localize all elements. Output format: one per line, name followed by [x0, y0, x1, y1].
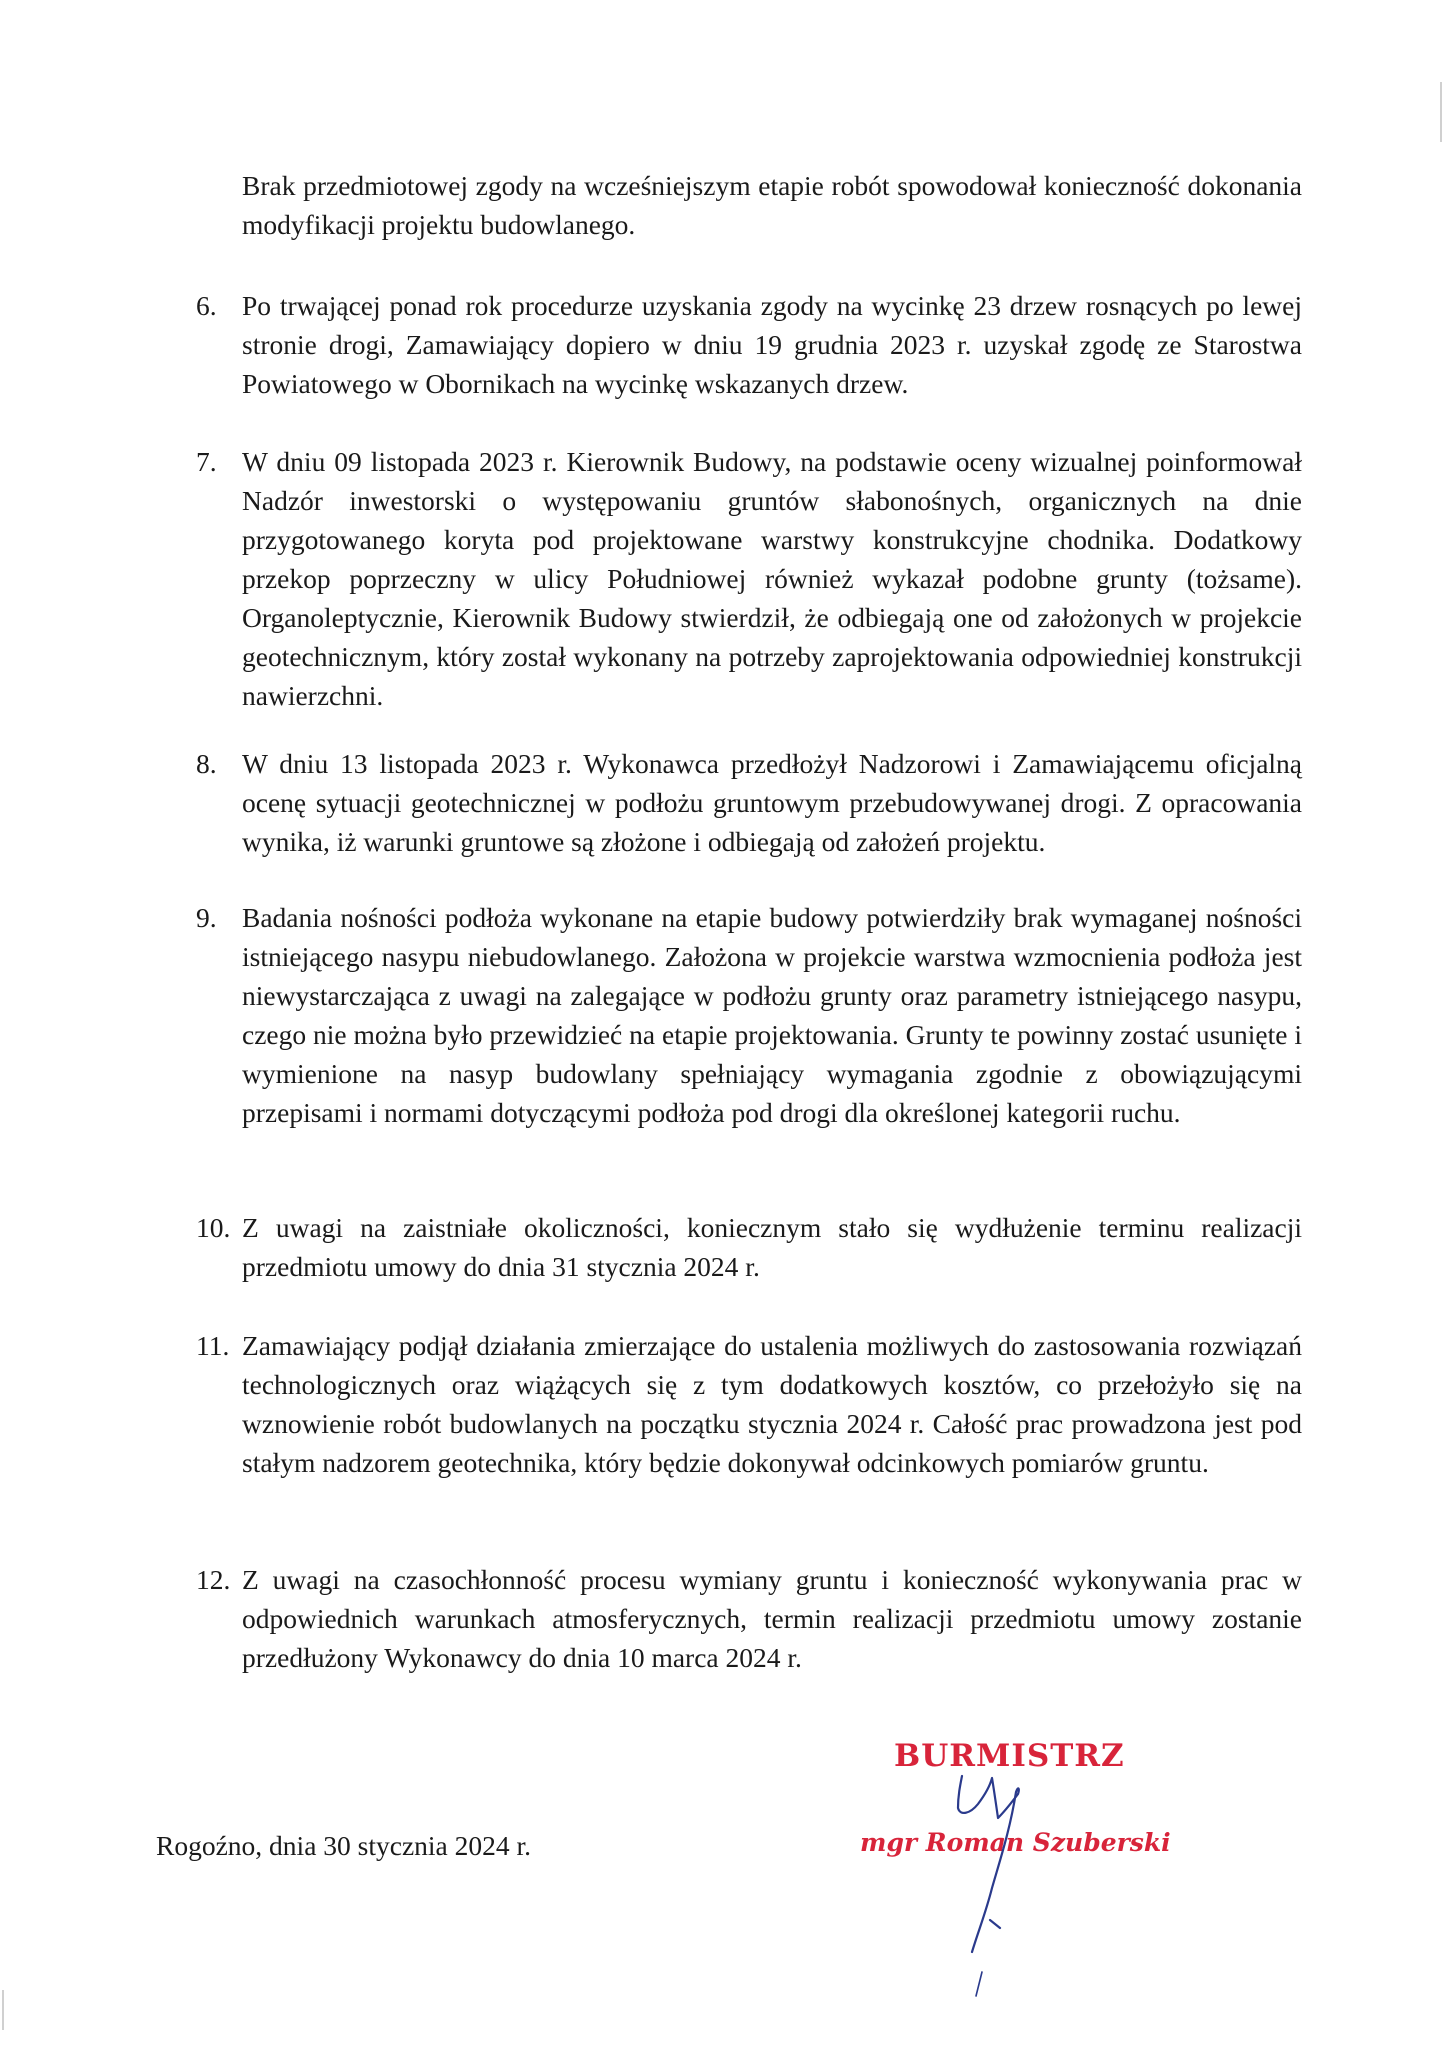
scan-edge-mark — [1440, 82, 1442, 142]
item-text: W dniu 13 listopada 2023 r. Wykonawca przedłożył Nadzorowi i Zamawiającemu oficjalną ocenę sytuacji geotechnicznej w podłożu gruntowym przebudowywanej drogi. Z opracowania wynika, iż warunki gruntowe są złożone i odbiegają od założeń projektu. — [242, 748, 1302, 857]
list-item-6 — [196, 286, 1302, 403]
list-item-10 — [196, 1208, 1302, 1286]
list-item-8 — [196, 744, 1302, 861]
item-text: Badania nośności podłoża wykonane na etapie budowy potwierdziły brak wymaganej nośności istniejącego nasypu niebudowlanego. Założona w projekcie warstwa wzmocnienia podłoża jest niewystarczająca z uwagi na zalegające w podłożu grunty oraz parametry istniejącego nasypu, czego nie można było przewidzieć na etapie projektowania. Grunty te powinny zostać usunięte i wymienione na nasyp budowlany spełniający wymagania zgodnie z obowiązującymi przepisami i normami dotyczącymi podłoża pod drogi dla określonej kategorii ruchu. — [242, 902, 1302, 1128]
stamp-title: BURMISTRZ — [894, 1738, 1125, 1774]
scan-edge-mark — [2, 1990, 4, 2030]
item-number: 10. — [196, 1212, 231, 1243]
item-number: 12. — [196, 1564, 231, 1595]
signature-icon — [840, 1720, 1220, 2020]
item-text: Z uwagi na czasochłonność procesu wymiany gruntu i konieczność wykonywania prac w odpowiednich warunkach atmosferycznych, termin realizacji przedmiotu umowy zostanie przedłużony Wykonawcy do dnia 10 marca 2024 r. — [242, 1564, 1302, 1673]
item-text: Po trwającej ponad rok procedurze uzyskania zgody na wycinkę 23 drzew rosnących po lewej stronie drogi, Zamawiający dopiero w dniu 19 grudnia 2023 r. uzyskał zgodę ze Starostwa Powiatowego w Obornikach na wycinkę wskazanych drzew. — [242, 290, 1302, 399]
mayor-stamp — [840, 1720, 1220, 2020]
item-number: 11. — [196, 1330, 230, 1361]
item-number: 8. — [196, 748, 217, 779]
item-text: Zamawiający podjął działania zmierzające do ustalenia możliwych do zastosowania rozwiązań technologicznych oraz wiążących się z tym dodatkowych kosztów, co przełożyło się na wznowienie robót budowlanych na początku stycznia 2024 r. Całość prac prowadzona jest pod stałym nadzorem geotechnika, który będzie dokonywał odcinkowych pomiarów gruntu. — [242, 1330, 1302, 1478]
item-text: W dniu 09 listopada 2023 r. Kierownik Budowy, na podstawie oceny wizualnej poinformował Nadzór inwestorski o występowaniu gruntów słabonośnych, organicznych na dnie przygotowanego koryta pod projektowane warstwy konstrukcyjne chodnika. Dodatkowy przekop poprzeczny w ulicy Południowej również wykazał podobne grunty (tożsame). Organoleptycznie, Kierownik Budowy stwierdził, że odbiegają one od założonych w projekcie geotechnicznym, który został wykonany na potrzeby zaprojektowania odpowiedniej konstrukcji nawierzchni. — [242, 446, 1302, 711]
list-item-11 — [196, 1326, 1302, 1482]
place-date: Rogoźno, dnia 30 stycznia 2024 r. — [156, 1830, 532, 1861]
list-item-9 — [196, 898, 1302, 1132]
intro-paragraph: Brak przedmiotowej zgody na wcześniejszym etapie robót spowodował konieczność dokonania modyfikacji projektu budowlanego. — [242, 170, 1302, 240]
item-number: 6. — [196, 290, 217, 321]
stamp-name: mgr Roman Szuberski — [860, 1828, 1171, 1857]
list-item-12 — [196, 1560, 1302, 1677]
item-text: Z uwagi na zaistniałe okoliczności, koniecznym stało się wydłużenie terminu realizacji przedmiotu umowy do dnia 31 stycznia 2024 r. — [242, 1212, 1302, 1282]
list-item-7 — [196, 442, 1302, 715]
item-number: 7. — [196, 446, 217, 477]
item-number: 9. — [196, 902, 217, 933]
